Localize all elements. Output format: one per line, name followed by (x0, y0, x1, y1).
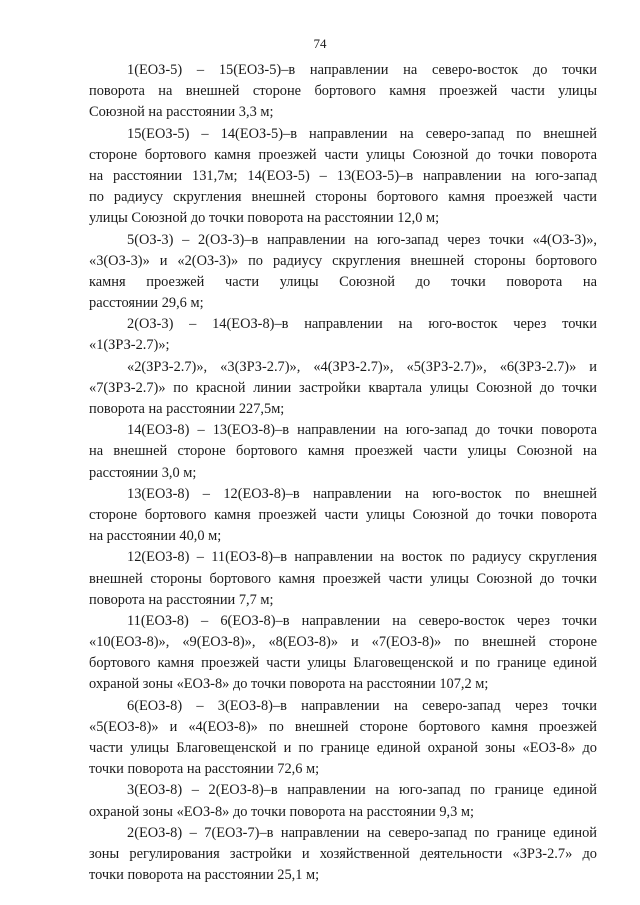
text-line: «3(ОЗ-3)» и «2(ОЗ-3)» по радиусу скругления внешней стороны бортового (89, 252, 597, 269)
text-line: точки поворота на расстоянии 25,1 м; (89, 867, 320, 884)
text-line: поворота на расстоянии 7,7 м; (89, 591, 274, 608)
text-line: Союзной на расстоянии 3,3 м; (89, 104, 274, 121)
text-line: 2(ЕОЗ-8) – 7(ЕОЗ-7)–в направлении на северо-запад по границе единой (127, 824, 597, 841)
paragraph (89, 696, 597, 781)
text-line: внешней стороны бортового камня проезжей части улицы Союзной до точки (89, 570, 597, 587)
text-line: бортового камня проезжей части улицы Благовещенской и по границе единой (89, 655, 597, 672)
text-line: 12(ЕОЗ-8) – 11(ЕОЗ-8)–в направлении на восток по радиусу скругления (127, 549, 597, 566)
text-line: на внешней стороне бортового камня проезжей части улицы Союзной на (89, 443, 597, 460)
text-line: 2(ОЗ-3) – 14(ЕОЗ-8)–в направлении на юго-восток через точки (127, 316, 597, 333)
paragraph (89, 823, 597, 887)
text-line: охраной зоны «ЕОЗ-8» до точки поворота на расстоянии 9,3 м; (89, 803, 475, 820)
text-line: расстоянии 3,0 м; (89, 464, 197, 481)
text-line: 6(ЕОЗ-8) – 3(ЕОЗ-8)–в направлении на северо-запад через точки (127, 697, 597, 714)
text-line: 5(ОЗ-3) – 2(ОЗ-3)–в направлении на юго-запад через точки «4(ОЗ-3)», (127, 231, 597, 248)
paragraph (89, 547, 597, 611)
text-line: «10(ЕОЗ-8)», «9(ЕОЗ-8)», «8(ЕОЗ-8)» и «7(ЕОЗ-8)» по внешней стороне (89, 634, 597, 651)
text-line: по радиусу скругления внешней стороны бортового камня проезжей части (89, 189, 597, 206)
page-number: 74 (313, 36, 327, 51)
text-line: точки поворота на расстоянии 72,6 м; (89, 761, 320, 778)
paragraph (89, 60, 597, 124)
text-line: 11(ЕОЗ-8) – 6(ЕОЗ-8)–в направлении на северо-восток через точки (127, 612, 597, 629)
text-line: «7(ЗРЗ-2.7)» по красной линии застройки квартала улицы Союзной до точки (89, 379, 597, 396)
text-line: 14(ЕОЗ-8) – 13(ЕОЗ-8)–в направлении на юго-запад до точки поворота (127, 422, 597, 439)
paragraph (89, 357, 597, 421)
text-line: 3(ЕОЗ-8) – 2(ЕОЗ-8)–в направлении на юго-запад по границе единой (127, 782, 597, 799)
paragraph (89, 484, 597, 548)
text-line: зоны регулирования застройки и хозяйственной деятельности «ЗРЗ-2.7» до (89, 845, 597, 862)
text-line: «5(ЕОЗ-8)» и «4(ЕОЗ-8)» по внешней стороне бортового камня проезжей (89, 718, 597, 735)
text-line: расстоянии 29,6 м; (89, 295, 204, 312)
text-line: улицы Союзной до точки поворота на расстоянии 12,0 м; (89, 210, 440, 227)
text-line: 13(ЕОЗ-8) – 12(ЕОЗ-8)–в направлении на юго-восток по внешней (127, 485, 597, 502)
text-line: охраной зоны «ЕОЗ-8» до точки поворота на расстоянии 107,2 м; (89, 676, 489, 693)
text-line: стороне бортового камня проезжей части улицы Союзной до точки поворота (89, 506, 597, 523)
text-line: части улицы Благовещенской и по границе единой охраной зоны «ЕОЗ-8» до (89, 740, 597, 756)
text-line: поворота на внешней стороне бортового камня проезжей части улицы (89, 83, 597, 100)
text-line: 1(ЕОЗ-5) – 15(ЕОЗ-5)–в направлении на северо-восток до точки (127, 62, 597, 78)
text-line: «1(ЗРЗ-2.7)»; (89, 337, 170, 354)
text-line: на расстоянии 131,7м; 14(ЕОЗ-5) – 13(ЕОЗ-5)–в направлении на юго-запад (89, 167, 597, 184)
paragraph (89, 420, 597, 484)
text-line: на расстоянии 40,0 м; (89, 528, 222, 545)
text-line: «2(ЗРЗ-2.7)», «3(ЗРЗ-2.7)», «4(ЗРЗ-2.7)», «5(ЗРЗ-2.7)», «6(ЗРЗ-2.7)» и (127, 358, 597, 375)
paragraph (89, 611, 597, 696)
paragraph (89, 124, 597, 230)
text-line: стороне бортового камня проезжей части улицы Союзной до точки поворота (89, 146, 597, 163)
text-line: камня проезжей части улицы Союзной до точки поворота на (89, 273, 597, 290)
paragraph (89, 314, 597, 356)
text-line: 15(ЕОЗ-5) – 14(ЕОЗ-5)–в направлении на северо-запад по внешней (127, 125, 597, 142)
document-body (89, 60, 597, 886)
paragraph (89, 230, 597, 315)
text-line: поворота на расстоянии 227,5м; (89, 401, 285, 417)
paragraph (89, 780, 597, 822)
